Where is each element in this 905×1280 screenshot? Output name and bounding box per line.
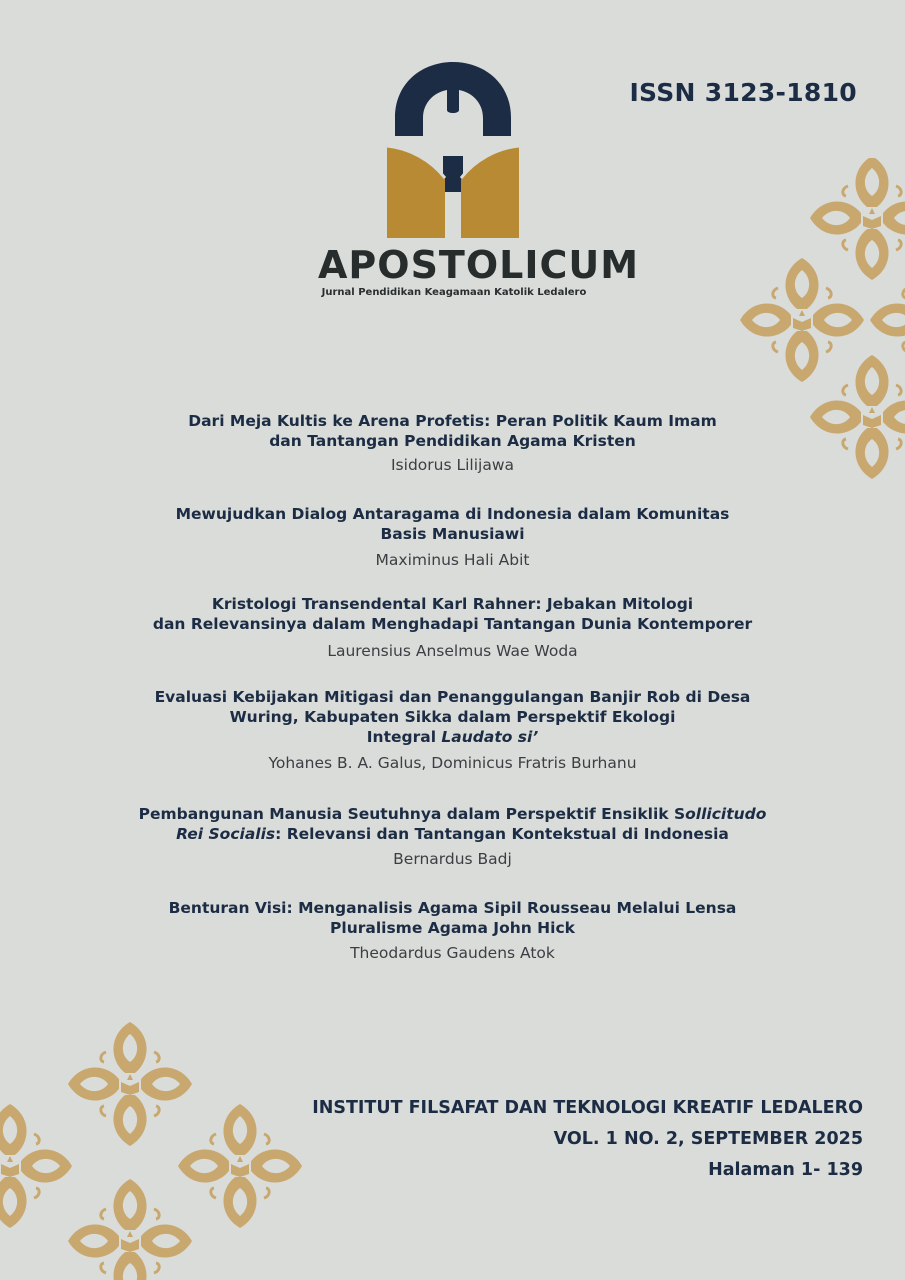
article-1-author: Isidorus Lilijawa: [390, 456, 514, 474]
article-4-author: Yohanes B. A. Galus, Dominicus Fratris Burhanu: [268, 754, 637, 772]
logo-subtitle: Jurnal Pendidikan Keagamaan Katolik Ledalero: [321, 287, 587, 298]
article-6-title[interactable]: Benturan Visi: Menganalisis Agama Sipil Rousseau Melalui Lensa Pluralisme Agama John Hick: [168, 899, 737, 937]
page-range: Halaman 1- 139: [708, 1160, 863, 1180]
logo-wordmark: APOSTOLICUM: [318, 243, 640, 287]
article-5-title[interactable]: Pembangunan Manusia Seutuhnya dalam Perspektif Ensiklik Sollicitudo Rei Socialis: Relevansi dan Tantangan Kontekstual di Indonesia: [138, 805, 767, 843]
ornament-left-4: [60, 1175, 200, 1280]
article-2-title[interactable]: Mewujudkan Dialog Antaragama di Indonesia dalam Komunitas Basis Manusiawi: [175, 505, 730, 543]
article-3-author: Laurensius Anselmus Wae Woda: [327, 642, 578, 660]
issn-number: ISSN 3123-1810: [629, 78, 857, 107]
article-6-author: Theodardus Gaudens Atok: [350, 944, 555, 962]
volume-info: VOL. 1 NO. 2, SEPTEMBER 2025: [553, 1129, 863, 1149]
institution-name: INSTITUT FILSAFAT DAN TEKNOLOGI KREATIF LEDALERO: [312, 1098, 863, 1118]
article-1-title[interactable]: Dari Meja Kultis ke Arena Profetis: Peran Politik Kaum Imam dan Tantangan Pendidikan Agama Kristen: [188, 412, 717, 450]
article-3-title[interactable]: Kristologi Transendental Karl Rahner: Jebakan Mitologi dan Relevansinya dalam Menghadapi Tantangan Dunia Kontemporer: [152, 595, 753, 633]
article-4-title[interactable]: Evaluasi Kebijakan Mitigasi dan Penanggulangan Banjir Rob di Desa Wuring, Kabupaten Sikka dalam Perspektif Ekologi Integral Laudato si’: [154, 688, 751, 746]
ornament-right-4: [810, 355, 905, 480]
article-5-author: Bernardus Badj: [393, 850, 512, 868]
article-2-author: Maximinus Hali Abit: [375, 551, 530, 569]
apostolicum-logo-icon: [385, 60, 521, 242]
